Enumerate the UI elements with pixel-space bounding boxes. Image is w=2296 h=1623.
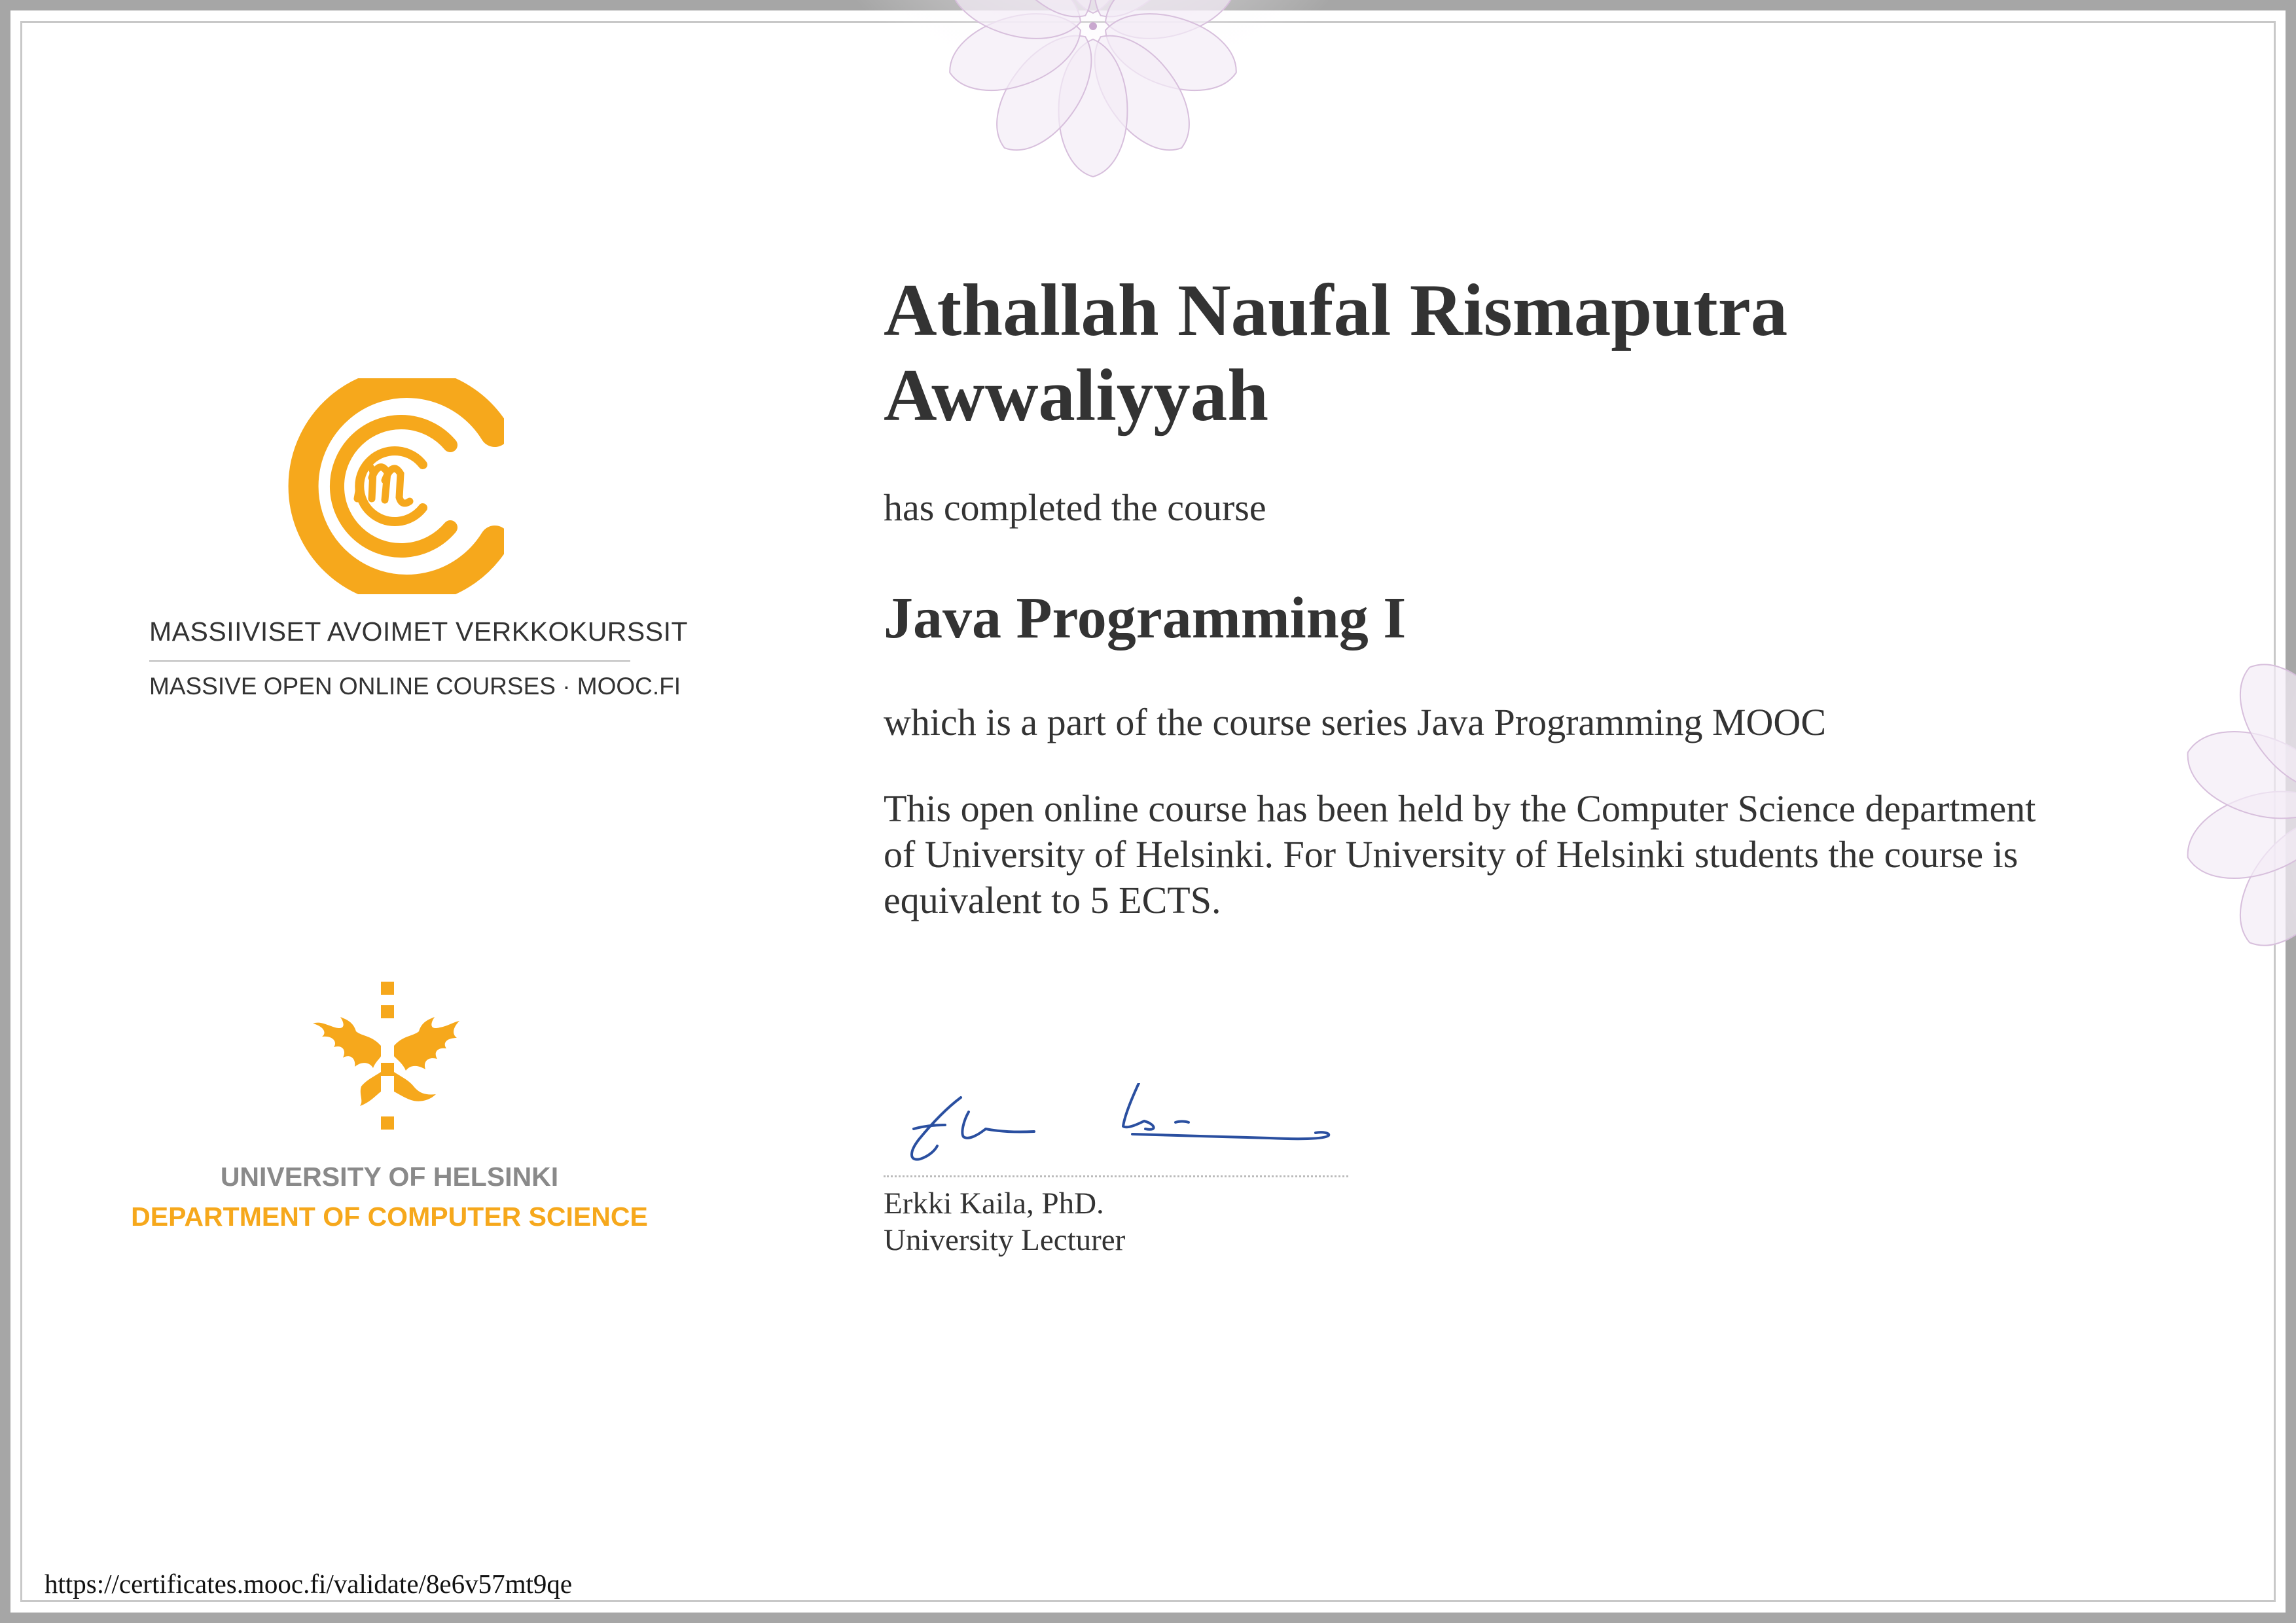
mooc-logo-line-english: MASSIVE OPEN ONLINE COURSES · MOOC.FI [149, 673, 681, 700]
university-name: UNIVERSITY OF HELSINKI [220, 1162, 559, 1192]
course-title: Java Programming I [884, 586, 1407, 651]
handwritten-signature [897, 1083, 1342, 1168]
guilloche-rosette-top [844, 0, 1342, 242]
completion-statement: has completed the course [884, 486, 1266, 529]
university-flame-logo-icon [308, 982, 468, 1131]
signature-line [884, 1175, 1348, 1177]
department-name: DEPARTMENT OF COMPUTER SCIENCE [131, 1202, 648, 1232]
recipient-name: Athallah Naufal Rismaputra Awwaliyyah [884, 270, 1788, 437]
verification-url[interactable]: https://certificates.mooc.fi/validate/8e6v57mt9qe [45, 1569, 573, 1599]
mooc-logo-icon [275, 378, 504, 594]
course-description: This open online course has been held by the Computer Science department of University of Helsinki. For University of Helsinki students the course is equivalent to 5 ECTS. [884, 787, 2036, 921]
signatory-title: University Lecturer [884, 1223, 1126, 1257]
mooc-logo-line-finnish: MASSIIVISET AVOIMET VERKKOKURSSIT [149, 616, 689, 647]
course-series-statement: which is a part of the course series Java Programming MOOC [884, 701, 1827, 743]
guilloche-rosette-right [2127, 582, 2296, 1027]
mooc-logo-divider [149, 660, 630, 662]
signatory-name: Erkki Kaila, PhD. [884, 1186, 1104, 1221]
